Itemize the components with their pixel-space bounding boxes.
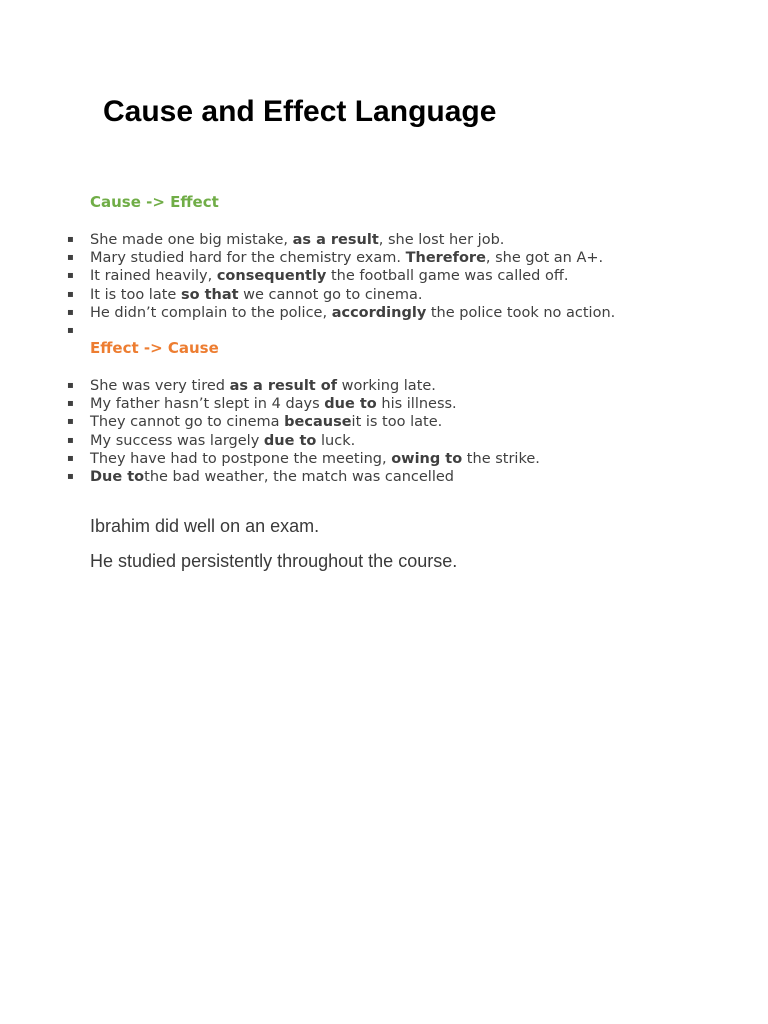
cause-effect-heading: Cause -> Effect (90, 193, 219, 211)
item-text: She was very tired (90, 378, 230, 394)
item-text: It rained heavily, (90, 268, 217, 285)
effect-cause-heading: Effect -> Cause (90, 339, 219, 357)
bullet-icon: ▪ (67, 434, 74, 446)
effect-cause-list (0, 377, 540, 486)
item-text: They have had to postpone the meeting, (90, 450, 392, 467)
item-text: the strike. (462, 450, 540, 467)
bullet-icon: ▪ (67, 270, 74, 282)
connector-phrase: due to (324, 396, 377, 413)
item-text: luck. (316, 432, 356, 449)
item-text: the police took no action. (426, 304, 616, 321)
list-item (0, 468, 540, 486)
bullet-icon: ▪ (67, 234, 74, 245)
item-text: She made one big mistake, (90, 232, 293, 248)
connector-phrase: consequently (216, 268, 327, 285)
list-item (0, 377, 540, 395)
connector-phrase: due to (263, 432, 317, 449)
bullet-icon: ▪ (67, 416, 74, 428)
bullet-icon: ▪ (67, 288, 74, 300)
item-text: , she got an A+. (485, 250, 604, 267)
item-text: the football game was called off. (326, 268, 569, 285)
item-text: They cannot go to cinema (90, 414, 285, 431)
cause-effect-list (0, 231, 615, 340)
list-item (0, 249, 615, 267)
connector-phrase: as a result of (229, 378, 338, 394)
bullet-icon: ▪ (67, 252, 74, 264)
connector-phrase: Due to (90, 468, 145, 485)
connector-phrase: Therefore (405, 250, 486, 267)
item-text: It is too late (90, 286, 181, 303)
list-item (0, 231, 615, 249)
list-item (0, 432, 540, 450)
item-text: working late. (337, 378, 436, 394)
bullet-icon: ▪ (67, 324, 74, 336)
item-text: it is too late. (351, 414, 443, 431)
connector-phrase: accordingly (331, 304, 427, 321)
connector-phrase: because (284, 414, 352, 431)
bullet-icon: ▪ (67, 470, 74, 482)
item-text: the bad weather, the match was cancelled (144, 468, 454, 485)
page-title: Cause and Effect Language (103, 95, 497, 128)
item-text: we cannot go to cinema. (238, 286, 423, 303)
item-text: his illness. (376, 396, 457, 413)
item-text: He didn’t complain to the police, (90, 304, 332, 321)
list-item (0, 304, 615, 322)
bullet-icon: ▪ (67, 452, 74, 464)
item-text: Mary studied hard for the chemistry exam. (90, 250, 406, 267)
list-item (0, 395, 540, 413)
item-text: , she lost her job. (378, 232, 505, 248)
list-item (0, 267, 615, 285)
bullet-icon: ▪ (67, 306, 74, 318)
example-sentence-2: He studied persistently throughout the course. (90, 551, 458, 571)
list-item-empty (0, 322, 615, 340)
list-item (0, 286, 615, 304)
connector-phrase: as a result (292, 232, 379, 248)
bullet-icon: ▪ (67, 398, 74, 410)
list-item (0, 450, 540, 468)
bullet-icon: ▪ (67, 380, 74, 391)
list-item (0, 413, 540, 431)
connector-phrase: owing to (391, 450, 463, 467)
item-text: My father hasn’t slept in 4 days (90, 396, 325, 413)
item-text: My success was largely (90, 432, 264, 449)
connector-phrase: so that (180, 286, 239, 303)
example-sentence-1: Ibrahim did well on an exam. (90, 516, 320, 536)
